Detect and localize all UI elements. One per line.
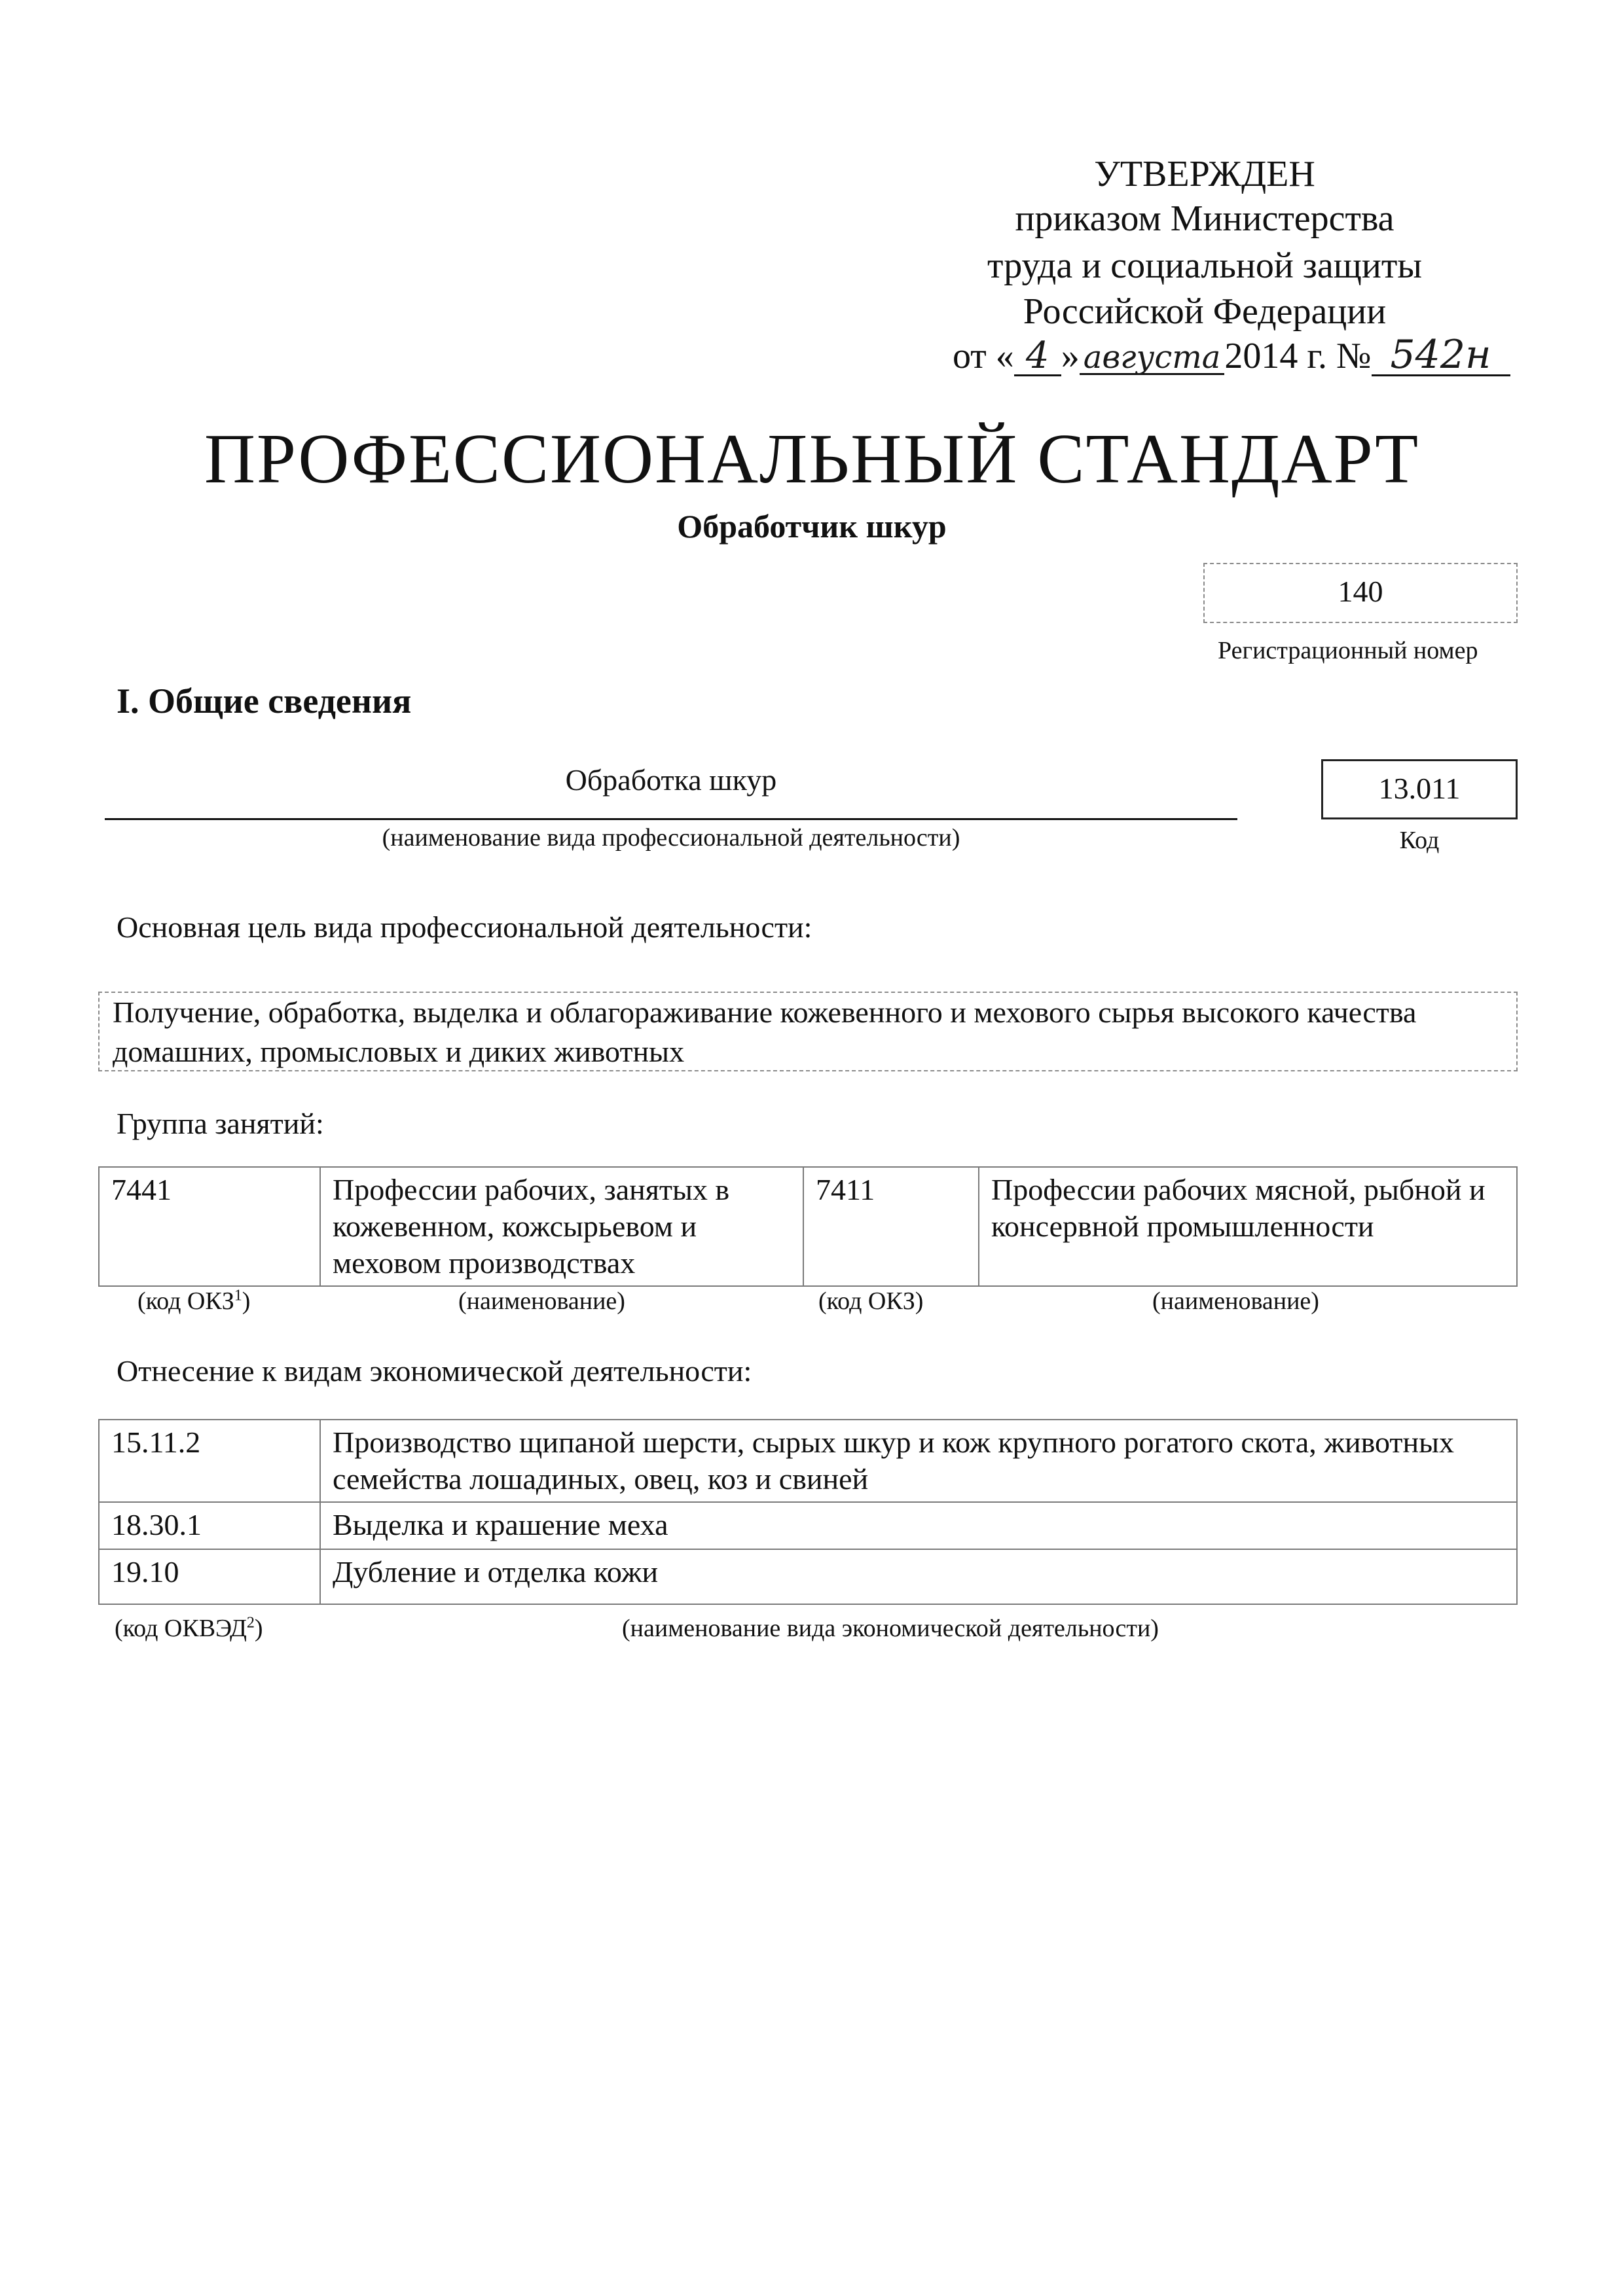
table-row [99,1420,1517,1502]
occupation-name-1: Профессии рабочих, занятых в кожевенном, кожсырьевом и меховом производствах [320,1167,803,1286]
registration-number-box [1203,563,1518,623]
economic-name-3: Дубление и отделка кожи [320,1549,1517,1604]
activity-code-box [1321,759,1518,819]
economic-name-caption: (наименование вида экономической деятельности) [622,1615,1159,1642]
date-mid: » [1061,336,1080,376]
economic-code-caption: (код ОКВЭД$^2$) [115,1614,263,1642]
occupation-code-caption-1: (код ОКЗ$^1$) [137,1287,251,1315]
section-heading: I. Общие сведения [117,681,412,721]
document-subtitle: Обработчик шкур [677,508,947,545]
activity-name-caption: (наименование вида профессиональной деятельности) [382,824,960,852]
table-row [99,1167,1517,1286]
registration-caption: Регистрационный номер [1218,637,1478,664]
activity-code-caption: Код [1399,827,1440,854]
table-row [99,1502,1517,1549]
date-month-handwritten: августа [1080,342,1225,375]
approval-date-line [953,332,1510,378]
goal-label: Основная цель вида профессиональной деятельности: [117,910,812,944]
goal-text: Получение, обработка, выделка и облагораживание кожевенного и мехового сырья высокого качества домашних, промысловых и диких животных [113,996,1417,1068]
occupations-table [98,1166,1518,1287]
table-row [99,1549,1517,1604]
activity-name: Обработка шкур [565,763,777,797]
activity-name-underline [105,818,1237,820]
occupation-code-caption-2: (код ОКЗ) [818,1287,924,1315]
occupation-name-caption-1: (наименование) [458,1287,625,1315]
approval-line-labor: труда и социальной защиты [987,245,1422,286]
economic-table [98,1419,1518,1605]
date-day-handwritten: 4 [1014,338,1061,376]
economic-code-2: 18.30.1 [99,1502,320,1549]
activity-code: 13.011 [1378,772,1461,805]
economic-name-1: Производство щипаной шерсти, сырых шкур и кож крупного рогатого скота, животных семейства лошадиных, овец, коз и свиней [320,1420,1517,1502]
occupation-name-2: Профессии рабочих мясной, рыбной и консервной промышленности [979,1167,1517,1286]
occupations-label: Группа занятий: [117,1107,324,1140]
approval-line-federation: Российской Федерации [1023,291,1387,332]
economic-code-3: 19.10 [99,1549,320,1604]
date-prefix: от « [953,336,1014,376]
document-title: ПРОФЕССИОНАЛЬНЫЙ СТАНДАРТ [204,420,1420,498]
approval-line-ministry: приказом Министерства [1015,198,1395,239]
registration-number: 140 [1338,575,1383,608]
occupation-code-2: 7411 [803,1167,979,1286]
date-year: 2014 г. № [1224,336,1372,376]
economic-name-2: Выделка и крашение меха [320,1502,1517,1549]
occupation-name-caption-2: (наименование) [1152,1287,1319,1315]
approval-heading: УТВЕРЖДЕН [1094,154,1315,194]
goal-box [98,992,1518,1071]
occupation-code-1: 7441 [99,1167,320,1286]
economic-code-1: 15.11.2 [99,1420,320,1502]
economic-label: Отнесение к видам экономической деятельности: [117,1354,752,1388]
order-number-handwritten: 542н [1372,335,1510,376]
